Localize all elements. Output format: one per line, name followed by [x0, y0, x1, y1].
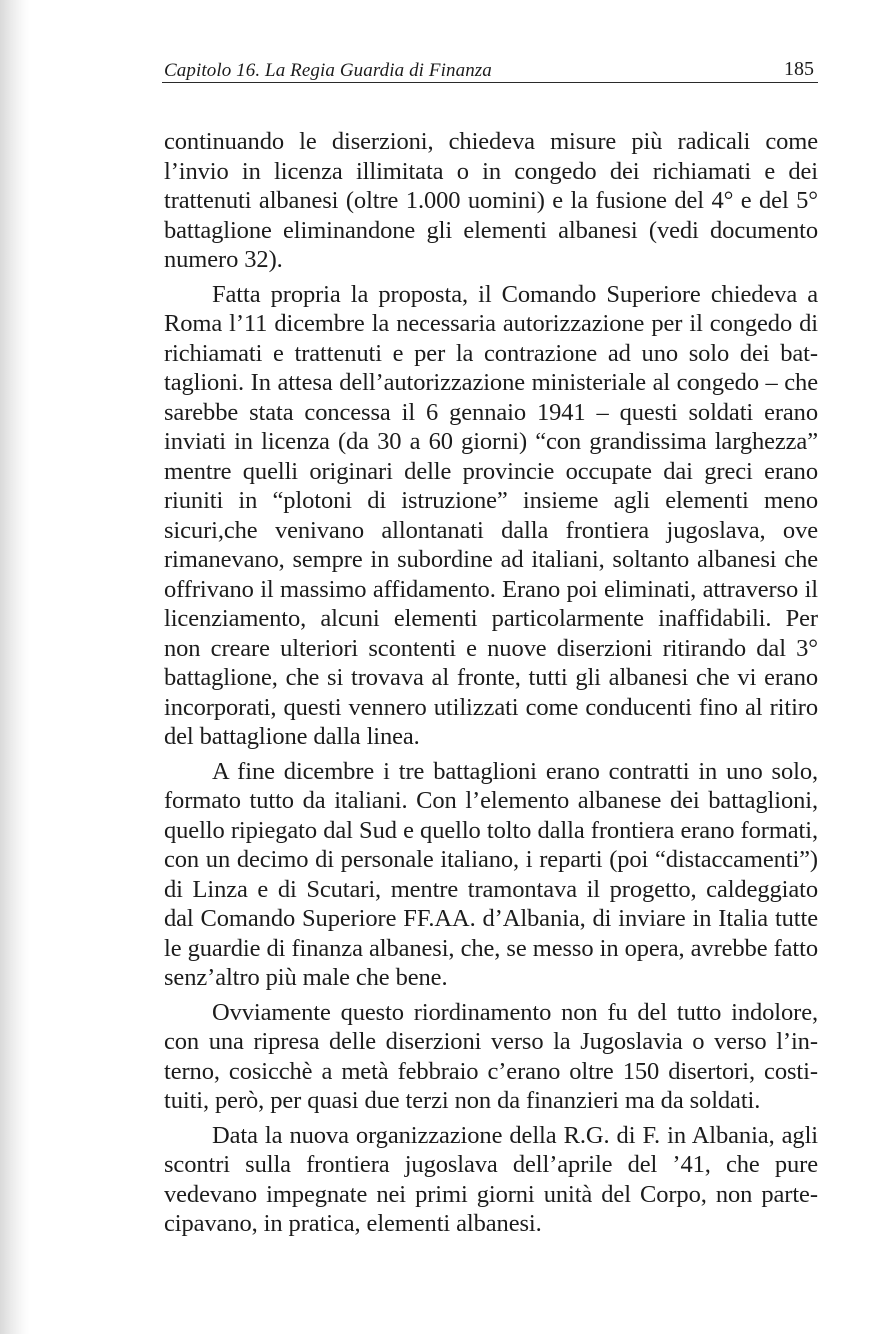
paragraph-nuova-organizzazione: Data la nuova organizzazione della R.G. di F. in Albania, agli scontri sulla frontiera jugoslava dell’aprile del ’41, che pure vedevano impegnate nei primi giorni unità del Corpo, non partecipavano, in pratica, elementi albanesi. [164, 1121, 818, 1237]
paragraph-comando-superiore: Fatta propria la proposta, il Comando Superiore chiedeva a Roma l’11 dicembre la necessaria autorizzazione per il congedo di richiamati e trattenuti e per la contrazione ad uno solo dei battaglioni. In attesa dell’autorizzazione ministeriale al congedo – che sarebbe stata concessa il 6 gennaio 1941 – questi soldati erano inviati in licenza (da 30 a 60 giorni) “con grandissima larghezza” mentre quelli originari delle provincie occupate dai greci erano riuniti in “plotoni di istruzione” insieme agli elementi meno sicuri,che venivano allontanati dalla frontiera jugoslava, ove rimanevano, sempre in subordine ad italiani, soltanto albanesi che offrivano il massimo affidamento. Erano poi eliminati, attraverso il licenziamento, alcuni elementi particolarmente inaffidabili. Per non creare ulteriori scontenti e nuove diserzioni ritirando dal 3° battaglione, che si trovava al fronte, tutti gli albanesi che vi erano incorporati, questi vennero utilizzati come conducenti fino al ritiro del battaglione dalla linea. [164, 280, 818, 750]
running-header [162, 56, 818, 83]
body-text [164, 127, 818, 1239]
chapter-running-title: Capitolo 16. La Regia Guardia di Finanza [164, 60, 492, 81]
binding-gutter-shadow [0, 0, 30, 1334]
paragraph-continuation: continuando le diserzioni, chiedeva misure più radicali come l’invio in licenza illimitata o in congedo dei richiamati e dei trattenuti albanesi (oltre 1.000 uomini) e la fusione del 4° e del 5° battaglione eliminandone gli elementi albanesi (vedi documento numero 32). [164, 128, 818, 273]
paragraph-fine-dicembre: A fine dicembre i tre battaglioni erano contratti in uno solo, formato tutto da italiani. Con l’elemento albanese dei battaglioni, quello ripiegato dal Sud e quello tolto dalla frontiera erano formati, con un decimo di personale italiano, i reparti (poi “distaccamenti”) di Linza e di Scutari, mentre tramontava il progetto, caldeggiato dal Comando Superiore FF.AA. d’Albania, di inviare in Italia tutte le guardie di finanza albanesi, che, se messo in opera, avrebbe fatto senz’altro più male che bene. [164, 757, 818, 991]
page-number: 185 [784, 58, 814, 80]
paragraph-riordinamento: Ovviamente questo riordinamento non fu del tutto indolore, con una ripresa delle diserzioni verso la Jugoslavia o verso l’interno, cosicchè a metà febbraio c’erano oltre 150 disertori, costituiti, però, per quasi due terzi non da finanzieri ma da soldati. [164, 998, 818, 1114]
